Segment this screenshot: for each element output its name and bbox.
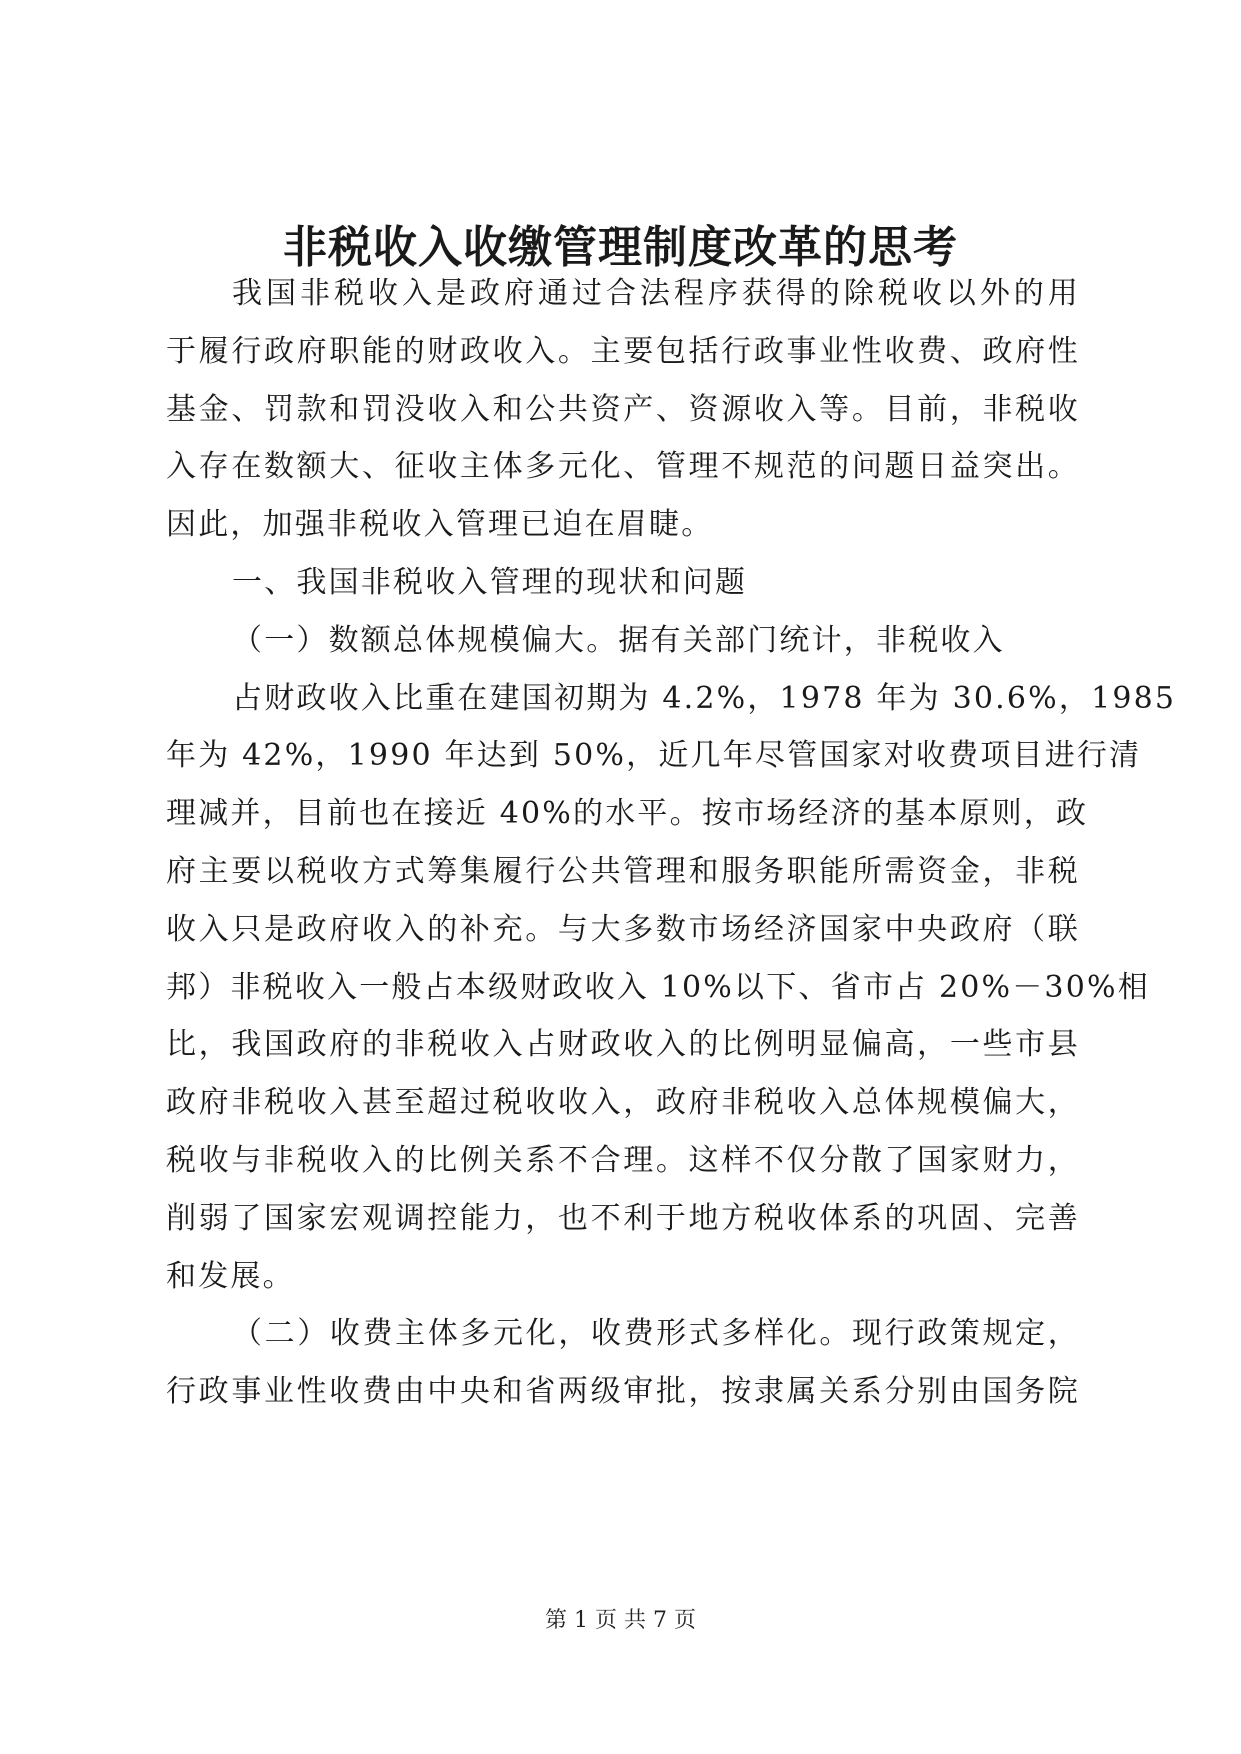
body-line: 于履行政府职能的财政收入。主要包括行政事业性收费、政府性 <box>166 333 1080 369</box>
body-line: 年为 42%，1990 年达到 50%，近几年尽管国家对收费项目进行清 <box>166 738 1142 774</box>
body-line: 府主要以税收方式筹集履行公共管理和服务职能所需资金，非税 <box>166 853 1080 889</box>
body-line: 比，我国政府的非税收入占财政收入的比例明显偏高，一些市县 <box>166 1027 1080 1063</box>
subsection-heading: （一）数额总体规模偏大。据有关部门统计，非税收入 <box>232 622 1005 658</box>
body-line: 政府非税收入甚至超过税收收入，政府非税收入总体规模偏大， <box>166 1085 1080 1121</box>
document-body <box>166 265 1177 1421</box>
section-heading: 一、我国非税收入管理的现状和问题 <box>232 564 748 600</box>
body-line: 入存在数额大、征收主体多元化、管理不规范的问题日益突出。 <box>166 449 1080 485</box>
body-line: 削弱了国家宏观调控能力，也不利于地方税收体系的巩固、完善 <box>166 1200 1080 1236</box>
body-line: 占财政收入比重在建国初期为 4.2%，1978 年为 30.6%，1985 <box>232 680 1177 716</box>
page-number-footer: 第 1 页 共 7 页 <box>545 1608 696 1633</box>
body-line: 理减并，目前也在接近 40%的水平。按市场经济的基本原则，政 <box>166 796 1089 832</box>
body-line: 因此，加强非税收入管理已迫在眉睫。 <box>166 507 714 543</box>
body-line: 税收与非税收入的比例关系不合理。这样不仅分散了国家财力， <box>166 1142 1080 1178</box>
body-line: 我国非税收入是政府通过合法程序获得的除税收以外的用 <box>232 276 1080 311</box>
subsection-heading: （二）收费主体多元化，收费形式多样化。现行政策规定， <box>232 1316 1080 1352</box>
body-line: 基金、罚款和罚没收入和公共资产、资源收入等。目前，非税收 <box>166 391 1080 427</box>
document-title: 非税收入收缴管理制度改革的思考 <box>283 222 958 273</box>
body-line: 和发展。 <box>166 1258 295 1294</box>
body-line: 邦）非税收入一般占本级财政收入 10%以下、省市占 20%－30%相 <box>166 969 1150 1005</box>
body-line: 行政事业性收费由中央和省两级审批，按隶属关系分别由国务院 <box>166 1374 1080 1410</box>
body-line: 收入只是政府收入的补充。与大多数市场经济国家中央政府（联 <box>166 911 1080 947</box>
